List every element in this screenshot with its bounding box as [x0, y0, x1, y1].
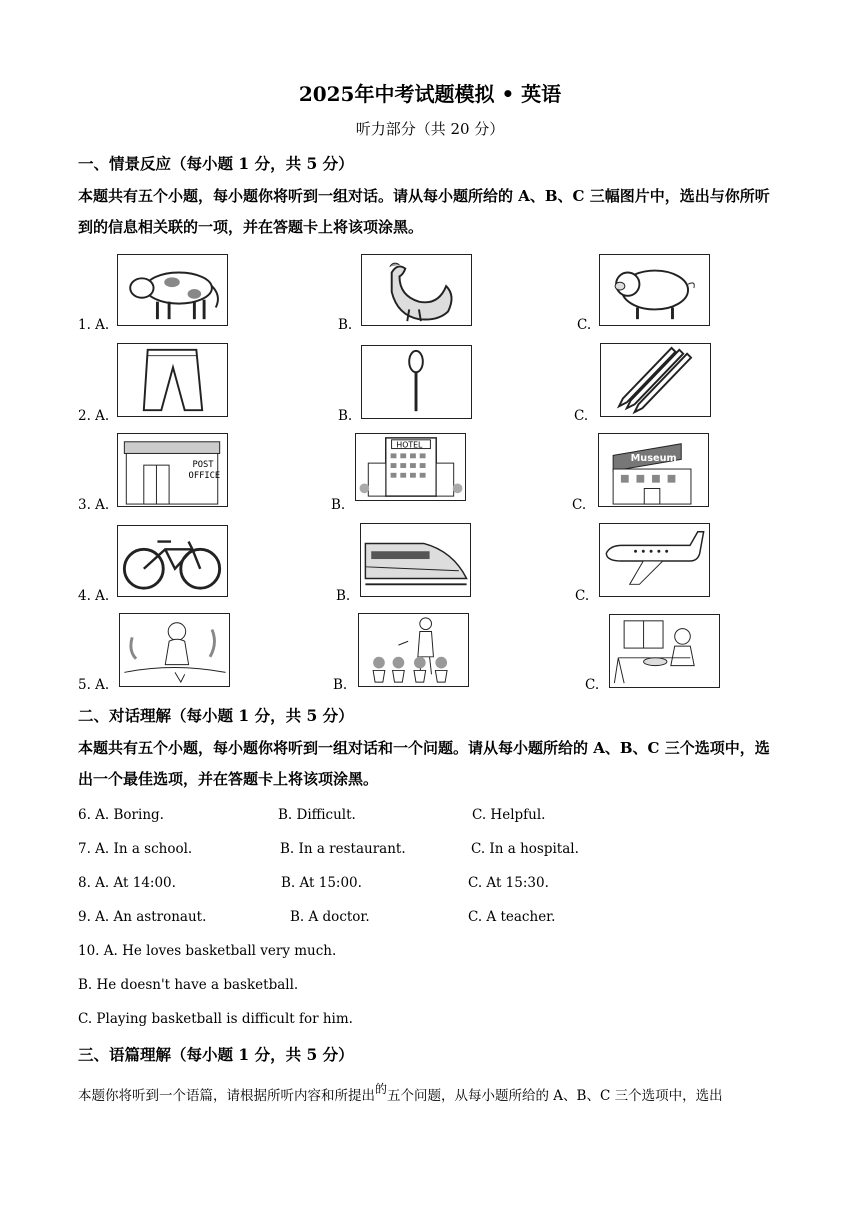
- q1-label-b: B.: [338, 317, 353, 333]
- spoon-icon[interactable]: [361, 345, 472, 419]
- q9-option-b: B. A doctor.: [290, 909, 370, 925]
- post-office-icon[interactable]: [117, 433, 228, 507]
- museum-text: Museum: [630, 453, 677, 465]
- q8-option-c: C. At 15:30.: [468, 875, 549, 891]
- section3-instruction-part1: 本题你将听到一个语篇，请根据所听内容和所提出: [78, 1088, 375, 1104]
- boy-eating-icon[interactable]: [609, 614, 720, 688]
- section3-instruction-part2: 五个问题，从每小题所给的 A、B、C 三个选项中，选出: [387, 1088, 723, 1104]
- section3-heading: 三、语篇理解（每小题 1 分，共 5 分）: [78, 1045, 354, 1064]
- q6-option-b: B. Difficult.: [278, 807, 356, 823]
- q7-option-c: C. In a hospital.: [471, 841, 579, 857]
- q5-label-a: 5. A.: [78, 677, 110, 693]
- q9-option-c: C. A teacher.: [468, 909, 556, 925]
- q4-label-c: C.: [575, 588, 590, 604]
- bicycle-icon[interactable]: [117, 525, 228, 597]
- hotel-icon[interactable]: [355, 433, 466, 501]
- section2-heading: 二、对话理解（每小题 1 分，共 5 分）: [78, 706, 354, 725]
- q9-option-a: 9. A. An astronaut.: [78, 909, 207, 925]
- q8-option-a: 8. A. At 14:00.: [78, 875, 176, 891]
- train-icon[interactable]: [360, 523, 471, 597]
- museum-icon[interactable]: [598, 433, 709, 507]
- q3-label-c: C.: [572, 497, 587, 513]
- post-office-text-1: POST: [192, 460, 214, 471]
- q4-label-b: B.: [336, 588, 351, 604]
- boy-gardening-icon[interactable]: [119, 613, 230, 687]
- q5-label-c: C.: [585, 677, 600, 693]
- q2-label-b: B.: [338, 408, 353, 424]
- q7-option-b: B. In a restaurant.: [280, 841, 406, 857]
- q8-option-b: B. At 15:00.: [281, 875, 362, 891]
- q6-option-a: 6. A. Boring.: [78, 807, 164, 823]
- q3-label-b: B.: [331, 497, 346, 513]
- q4-label-a: 4. A.: [78, 588, 110, 604]
- q10-option-c: C. Playing basketball is difficult for him.: [78, 1011, 353, 1027]
- pig-icon[interactable]: [599, 254, 710, 326]
- q1-label-c: C.: [577, 317, 592, 333]
- q5-label-b: B.: [333, 677, 348, 693]
- section1-heading: 一、情景反应（每小题 1 分，共 5 分）: [78, 154, 354, 173]
- q3-label-a: 3. A.: [78, 497, 110, 513]
- hotel-text: HOTEL: [396, 440, 423, 450]
- post-office-text-2: OFFICE: [188, 470, 221, 481]
- section3-instruction-sup: 的: [375, 1082, 388, 1096]
- q10-option-a: 10. A. He loves basketball very much.: [78, 943, 337, 959]
- trousers-icon[interactable]: [117, 343, 228, 417]
- q7-option-a: 7. A. In a school.: [78, 841, 193, 857]
- airplane-icon[interactable]: [599, 523, 710, 597]
- section3-instruction: [78, 1084, 723, 1104]
- man-watering-flowers-icon[interactable]: [358, 613, 469, 687]
- q2-label-a: 2. A.: [78, 408, 110, 424]
- q10-option-b: B. He doesn't have a basketball.: [78, 977, 299, 993]
- page-subtitle: 听力部分（共 20 分）: [355, 120, 505, 138]
- q1-label-a: 1. A.: [78, 317, 110, 333]
- pencils-icon[interactable]: [600, 343, 711, 417]
- page-title: 2025年中考试题模拟 • 英语: [298, 82, 562, 106]
- q2-label-c: C.: [574, 408, 589, 424]
- cow-icon[interactable]: [117, 254, 228, 326]
- section2-instruction: 本题共有五个小题，每小题你将听到一组对话和一个问题。请从每小题所给的 A、B、C 三个选项中，选出一个最佳选项，并在答题卡上将该项涂黑。: [78, 739, 770, 788]
- q6-option-c: C. Helpful.: [472, 807, 546, 823]
- section1-instruction: 本题共有五个小题，每小题你将听到一组对话。请从每小题所给的 A、B、C 三幅图片中，选出与你所听到的信息相关联的一项，并在答题卡上将该项涂黑。: [78, 187, 770, 236]
- rooster-icon[interactable]: [361, 254, 472, 326]
